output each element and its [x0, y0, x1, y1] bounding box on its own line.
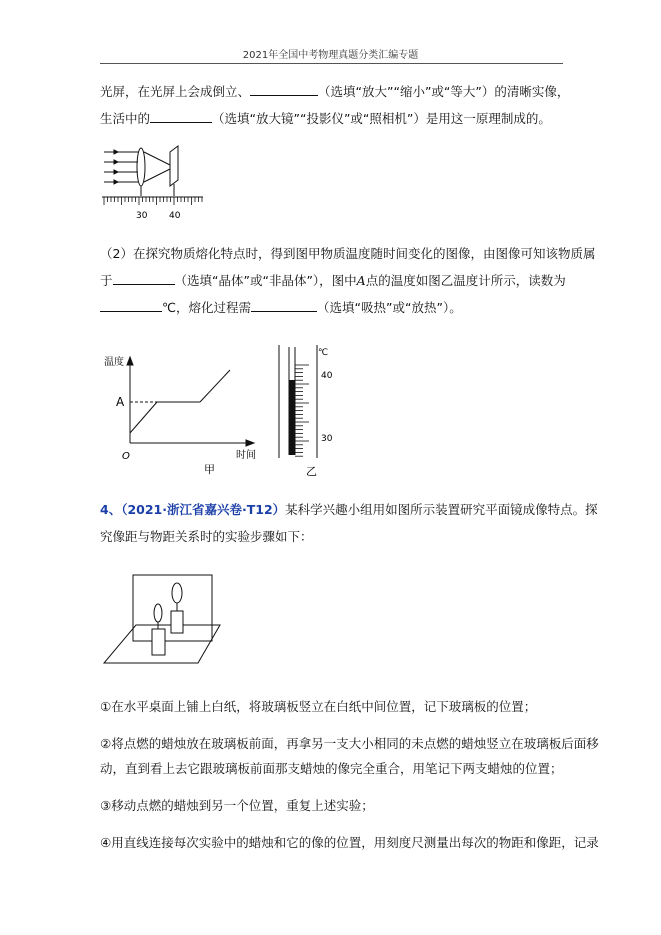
graph-x-label: 时间	[236, 450, 256, 461]
q3-line-1	[100, 83, 569, 101]
answer-blank-4[interactable]	[100, 299, 162, 312]
graph-y-label: 温度	[104, 357, 124, 368]
answer-blank-2[interactable]	[150, 110, 212, 123]
q4-line-1	[100, 501, 598, 519]
mercury-column	[289, 380, 295, 455]
graph-origin: O	[122, 451, 130, 462]
thermometer-caption-yi: 乙	[306, 465, 317, 478]
q3p2-line2-text-b: （选填“晶体”或“非晶体”），图中	[174, 273, 357, 288]
q4-step-1: ①在水平桌面上铺上白纸，将玻璃板竖立在白纸中间位置，记下玻璃板的位置；	[100, 699, 537, 714]
q3-line2-text-a: 生活中的	[100, 111, 151, 126]
thermometer-unit: ℃	[318, 348, 329, 358]
q3p2-line2-text-c: 点的温度如图乙温度计所示，读数为	[365, 273, 566, 288]
optical-bench-figure	[100, 140, 205, 225]
q3p2-line3-text-b: （选填“吸热”或“放热”）。	[317, 300, 462, 315]
q4-step-2-line-1: ②将点燃的蜡烛放在玻璃板前面，再拿另一支大小相同的未点燃的蜡烛竖立在玻璃板后面移	[100, 736, 599, 751]
q3-line-2	[100, 110, 551, 128]
q3p2-line2-text-a: 于	[100, 273, 113, 288]
q3-line1-text-b: （选填“放大”“缩小”或“等大”）的清晰实像，	[318, 84, 570, 99]
ruler-label-40: 40	[169, 211, 181, 221]
convex-lens	[137, 148, 145, 186]
ruler-ticks	[104, 197, 202, 205]
answer-blank-3[interactable]	[113, 272, 175, 285]
q4-source: （2021·浙江省嘉兴卷·T12）	[121, 502, 286, 517]
thermometer-mark-30: 30	[321, 434, 333, 444]
header-rule	[100, 63, 563, 64]
q3-line1-text-a: 光屏，在光屏上会成倒立、	[100, 84, 251, 99]
page-header: 2021年全国中考物理真题分类汇编专题	[242, 50, 419, 61]
q3-line2-text-b: （选填“放大镜”“投影仪”或“照相机”）是用这一原理制成的。	[212, 111, 551, 126]
graph-caption-jia: 甲	[204, 463, 215, 475]
q4-line1-text: 某科学兴趣小组用如图所示装置研究平面镜成像特点。探	[285, 502, 598, 517]
graph-point-a: A	[116, 395, 125, 409]
answer-blank-1[interactable]	[250, 83, 318, 96]
q4-step-4: ④用直线连接每次实验中的蜡烛和它的像的位置，用刻度尺测量出每次的物距和像距，记录	[100, 835, 599, 850]
candle-flame	[154, 604, 162, 622]
point-a-label: A	[356, 273, 366, 288]
light-screen	[170, 146, 178, 186]
q3-part2-line-2	[100, 272, 566, 290]
unlit-candle-behind	[171, 611, 183, 633]
thermometer-mark-40: 40	[321, 371, 333, 381]
answer-blank-5[interactable]	[251, 299, 317, 312]
q3-part2-line-1: （2）在探究物质熔化特点时，得到图甲物质温度随时间变化的图像，由图像可知该物质属	[100, 246, 596, 261]
curve-liquid	[200, 370, 230, 402]
curve-heating	[130, 402, 157, 433]
q3p2-line3-text-a: ℃，熔化过程需	[162, 300, 252, 315]
q3-part2-line-3	[100, 299, 462, 317]
q4-number: 4、	[100, 502, 122, 517]
thermometer-scale	[295, 365, 309, 456]
thermometer-yi	[275, 343, 345, 478]
ruler-label-30: 30	[136, 211, 148, 221]
melting-graph-jia	[100, 345, 265, 475]
lit-candle-front	[152, 629, 165, 655]
q4-step-3: ③移动点燃的蜡烛到另一个位置，重复上述实验；	[100, 798, 374, 813]
candle-image-flame	[172, 583, 182, 603]
q4-line-2: 究像距与物距关系时的实验步骤如下：	[100, 529, 313, 544]
plane-mirror-figure	[100, 565, 240, 665]
q4-step-2-line-2: 动，直到看上去它跟玻璃板前面那支蜡烛的像完全重合，用笔记下两支蜡烛的位置；	[100, 761, 563, 776]
